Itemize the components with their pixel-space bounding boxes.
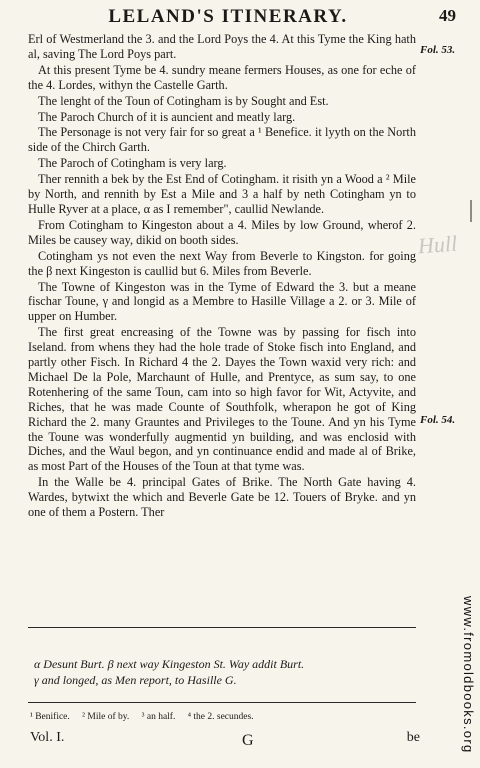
paragraph: Ther rennith a bek by the Est End of Cotingham. it risith yn a Wood a ² Mile by North, and rennith by Est a Mile and 3 a half by neth Cotingham yn to Hulle Ryver at a place, α as I remember", caullid Newlande. (28, 172, 416, 216)
paragraph: The first great encreasing of the Towne was by passing for fisch into Iseland. from whens they had the hole trade of Stoke fisch into England, and partly other Fisch. In Richard 4 the 2. Dayes the Town waxid very rich: and Michael De la Pole, Marchaunt of Hulle, and Prentyce, as sum say, to one Rotenhering of the same Toun, cam into so high favor for Wit, Actyvite, and Riches, that he was made Counte of Southfolk, wherapon he got of King Richard the 2. many Grauntes and Privileges to the Toune. And yn his Tyme the Toune was wonderfully augmentid yn building, and was enclosid with Diches, and the Waul begon, and yn continuance endid and made al of Brike, as most Part of the Houses of the Toun at that tyme was. (28, 325, 416, 474)
note-line: γ and longed, as Men report, to Hasille G. (34, 673, 237, 687)
body-text (28, 32, 416, 521)
show-through-mark (470, 200, 472, 222)
signature-row (30, 730, 420, 752)
watermark-text: www.fromoldbooks.org (461, 596, 476, 754)
paragraph: The Paroch of Cotingham is very larg. (38, 156, 227, 171)
paragraph: From Cotingham to Kingeston about a 4. Miles by low Ground, wherof 2. Miles be causey way, dikid on booth sides. (28, 217, 416, 247)
running-head: LELAND'S ITINERARY. (108, 6, 348, 27)
note-line: α Desunt Burt. β next way Kingeston St. Way addit Burt. (34, 657, 305, 671)
paragraph: Cotingham ys not even the next Way from Beverle to Kingston. for going the β next Kingeston is caullid but 6. Miles from Beverle. (28, 248, 416, 278)
handwritten-annotation: Hull (417, 230, 458, 259)
paragraph: At this present Tyme be 4. sundry meane fermers Houses, as one for eche of the 4. Lordes, withyn the Castelle Garth. (28, 62, 416, 92)
notes-top-rule (28, 627, 416, 628)
paragraph: The lenght of the Toun of Cotingham is by Sought and Est. (38, 93, 329, 108)
paragraph: Erl of Westmerland the 3. and the Lord Poys the 4. At this Tyme the King hath al, saving The Lord Poys part. (28, 32, 416, 61)
footnote: ¹ Benifice. (30, 712, 70, 722)
paragraph: The Towne of Kingeston was in the Tyme of Edward the 3. but a meane fischar Toune, γ and longid as a Membre to Hasille Village a 2. or 3. Mile of upper on Humber. (28, 279, 416, 324)
footnote: ³ an half. (141, 712, 176, 722)
notes-bottom-rule (28, 702, 416, 703)
paragraph: The Paroch Church of it is auncient and meatly larg. (38, 109, 296, 124)
footnote: ² Mile of by. (82, 712, 130, 722)
margin-note-fol-53: Fol. 53. (420, 44, 456, 56)
signature-mark: G (242, 732, 254, 749)
variant-notes (34, 656, 414, 688)
catchword: be (406, 730, 420, 745)
footnote: ⁴ the 2. secundes. (187, 712, 254, 722)
paragraph: In the Walle be 4. principal Gates of Brike. The North Gate having 4. Wardes, bytwixt the which and Beverle Gate be 12. Touers of Bryke. and yn one of them a Postern. Ther (28, 475, 416, 520)
footnotes (30, 712, 420, 722)
volume-label: Vol. I. (30, 730, 65, 745)
paragraph: The Personage is not very fair for so great a ¹ Benefice. it lyyth on the North side of the Chirch Garth. (28, 125, 416, 155)
page-number: 49 (439, 6, 456, 25)
margin-note-fol-54: Fol. 54. (420, 414, 456, 426)
